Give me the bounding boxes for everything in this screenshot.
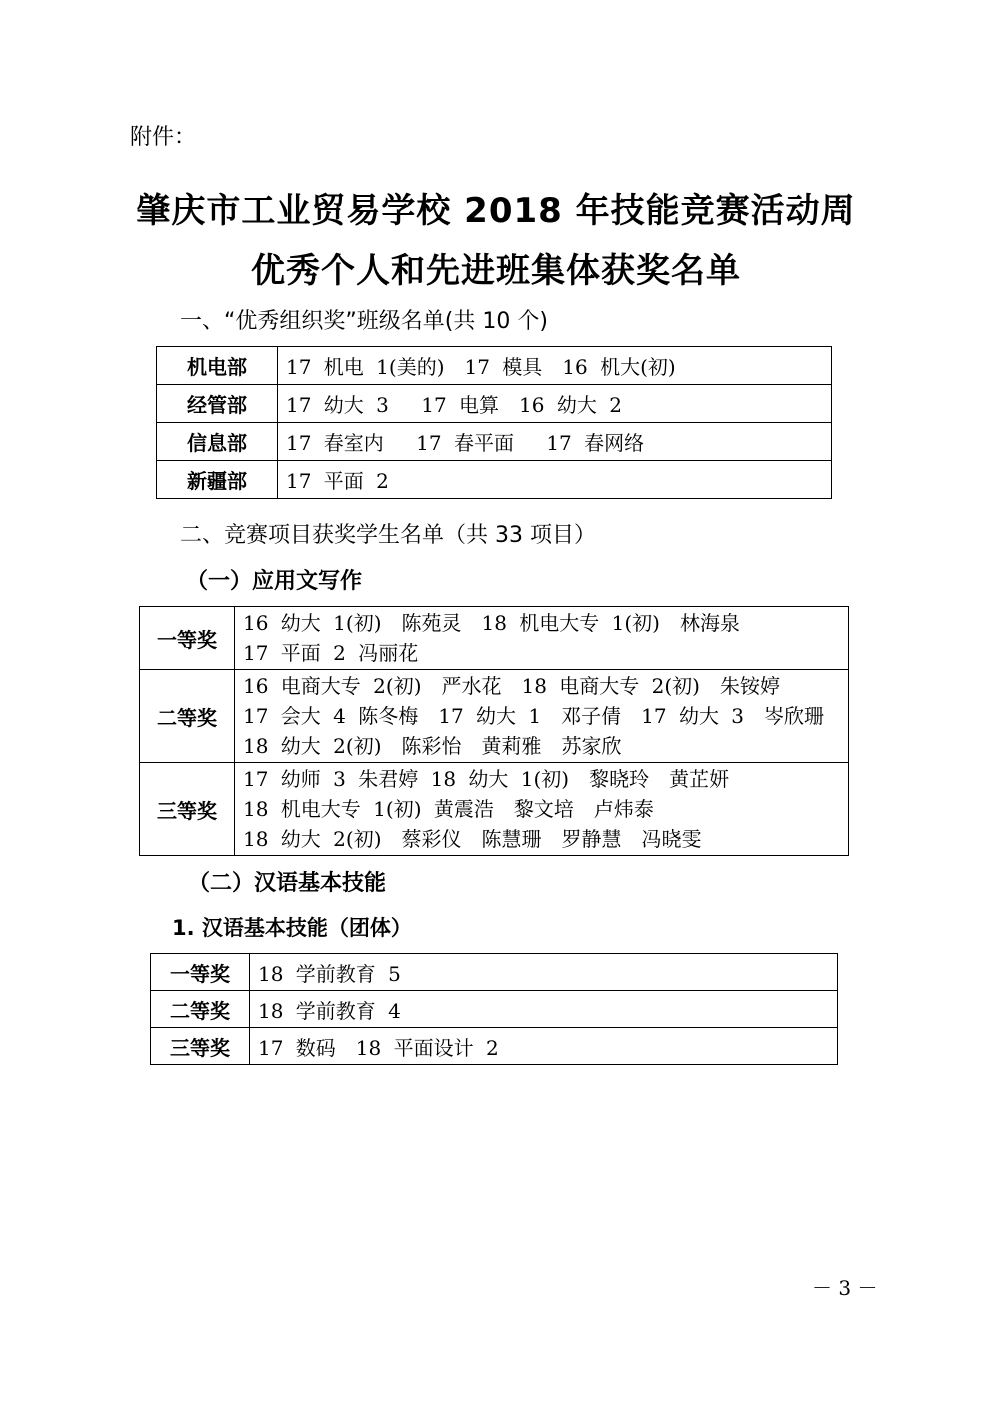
chinese-skills-team-table — [150, 953, 838, 1065]
department-label: 机电部 — [157, 347, 278, 385]
table-row — [140, 670, 849, 763]
section-1-heading: 一、“优秀组织奖”班级名单(共 10 个) — [180, 309, 548, 334]
winner-list — [235, 607, 849, 670]
department-label: 经管部 — [157, 385, 278, 423]
attachment-label: 附件： — [130, 125, 197, 150]
class-list: 17 机电 1(美的) 17 模具 16 机大(初) — [278, 347, 832, 385]
award-level-label: 二等奖 — [151, 991, 250, 1028]
department-label: 信息部 — [157, 423, 278, 461]
writing-award-table — [139, 606, 849, 856]
class-list: 17 幼大 3 17 电算 16 幼大 2 — [278, 385, 832, 423]
award-level-label: 三等奖 — [151, 1028, 250, 1065]
winner-line: 17 幼师 3 朱君婷 18 幼大 1(初) 黎晓玲 黄芷妍 — [243, 767, 730, 791]
subsection-writing-heading: （一）应用文写作 — [186, 569, 363, 594]
table-row — [157, 347, 832, 385]
organization-award-table — [156, 346, 832, 499]
table-row — [157, 423, 832, 461]
table-row — [151, 991, 838, 1028]
table-row — [157, 461, 832, 499]
winner-line: 18 幼大 2(初) 陈彩怡 黄莉雅 苏家欣 — [243, 734, 622, 758]
winner-line: 17 会大 4 陈冬梅 17 幼大 1 邓子倩 17 幼大 3 岑欣珊 — [243, 704, 825, 728]
award-level-label: 二等奖 — [140, 670, 235, 763]
winner-line: 18 幼大 2(初) 蔡彩仪 陈慧珊 罗静慧 冯晓雯 — [243, 827, 702, 851]
award-level-label: 三等奖 — [140, 763, 235, 856]
winner-list — [235, 763, 849, 856]
document-title-line-1: 肇庆市工业贸易学校 2018 年技能竞赛活动周 — [136, 191, 856, 231]
class-list: 17 春室内 17 春平面 17 春网络 — [278, 423, 832, 461]
award-level-label: 一等奖 — [151, 954, 250, 991]
section-2-heading: 二、竞赛项目获奖学生名单（共 33 项目） — [180, 523, 596, 548]
subsection-chinese-skills-heading: （二）汉语基本技能 — [188, 871, 387, 896]
table-row — [157, 385, 832, 423]
class-list: 18 学前教育 5 — [250, 954, 838, 991]
winner-line: 18 机电大专 1(初) 黄震浩 黎文培 卢炜泰 — [243, 797, 654, 821]
item-team-heading: 1. 汉语基本技能（团体） — [172, 916, 412, 940]
winner-line: 17 平面 2 冯丽花 — [243, 641, 419, 665]
winner-line: 16 电商大专 2(初) 严水花 18 电商大专 2(初) 朱铵婷 — [243, 674, 780, 698]
page-number: － 3 － — [812, 1276, 878, 1300]
winner-list — [235, 670, 849, 763]
winner-line: 16 幼大 1(初) 陈苑灵 18 机电大专 1(初) 林海泉 — [243, 611, 740, 635]
document-title-line-2: 优秀个人和先进班集体获奖名单 — [251, 251, 741, 291]
class-list: 17 平面 2 — [278, 461, 832, 499]
class-list: 18 学前教育 4 — [250, 991, 838, 1028]
table-row — [140, 607, 849, 670]
table-row — [151, 954, 838, 991]
class-list: 17 数码 18 平面设计 2 — [250, 1028, 838, 1065]
department-label: 新疆部 — [157, 461, 278, 499]
table-row — [151, 1028, 838, 1065]
table-row — [140, 763, 849, 856]
award-level-label: 一等奖 — [140, 607, 235, 670]
